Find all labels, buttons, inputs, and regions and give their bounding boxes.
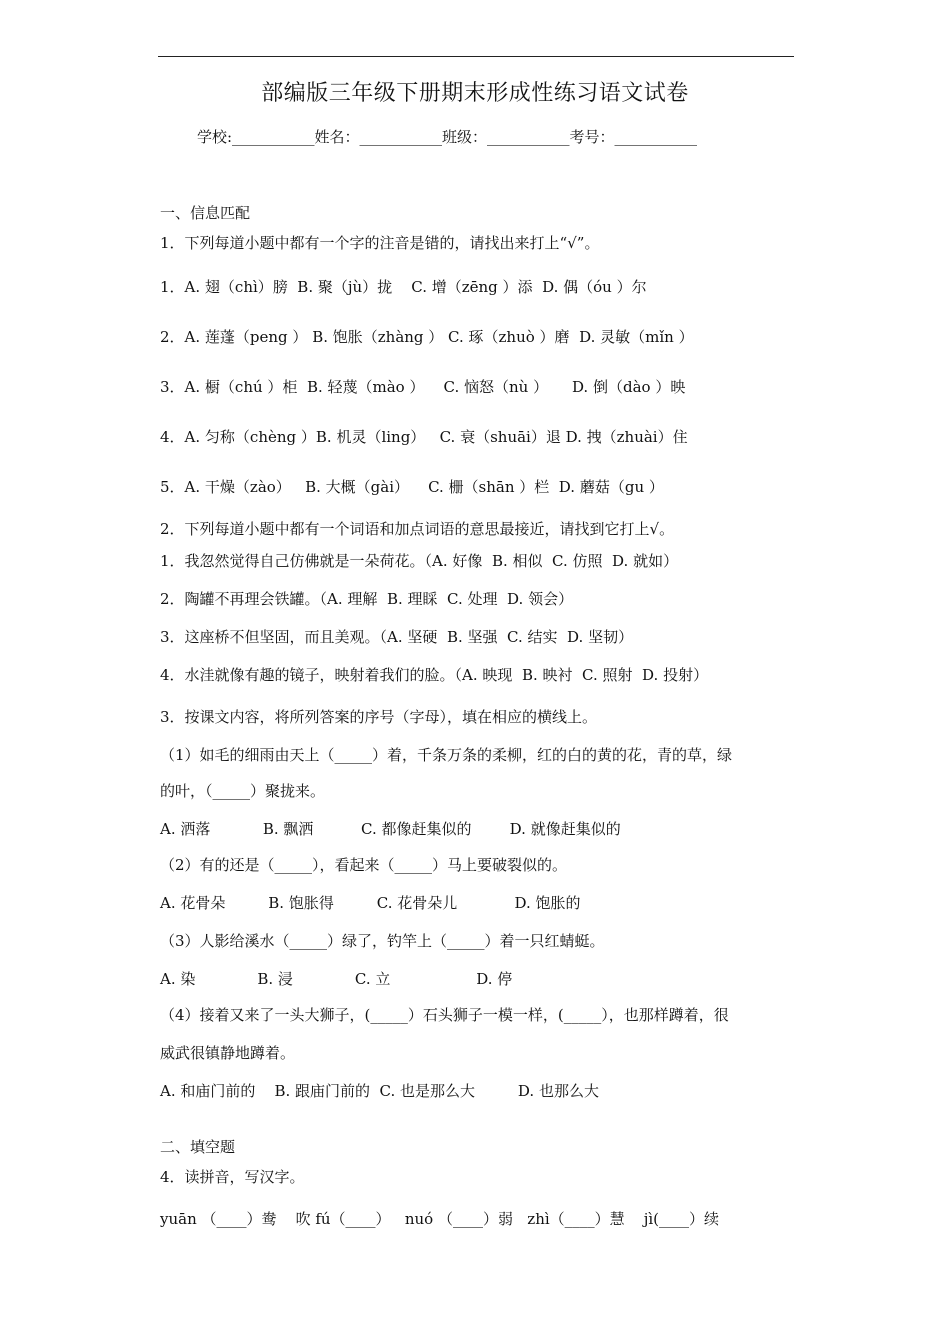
exam-line: （2）有的还是（_____），看起来（_____）马上要破裂似的。	[160, 856, 568, 874]
exam-line: A. 洒落 B. 飘洒 C. 都像赶集似的 D. 就像赶集似的	[160, 820, 621, 838]
exam-line: （1）如毛的细雨由天上（_____）着，千条万条的柔柳，红的白的黄的花，青的草，绿	[160, 746, 733, 764]
exam-line: 5．A. 干燥（zào） B. 大概（gài） C. 栅（shān ）栏 D. 蘑菇（gu ）	[160, 478, 664, 496]
exam-line: 2．下列每道小题中都有一个词语和加点词语的意思最接近，请找到它打上√。	[160, 520, 675, 538]
exam-line: 的叶，（_____）聚拢来。	[160, 782, 326, 800]
exam-line: 1．下列每道小题中都有一个字的注音是错的，请找出来打上“√”。	[160, 234, 600, 252]
exam-line: 2．陶罐不再理会铁罐。（A. 理解 B. 理睬 C. 处理 D. 领会）	[160, 590, 574, 608]
exam-line: 3．这座桥不但坚固，而且美观。（A. 坚硬 B. 坚强 C. 结实 D. 坚韧）	[160, 628, 634, 646]
page-title: 部编版三年级下册期末形成性练习语文试卷	[261, 81, 689, 106]
exam-line: 1．我忽然觉得自己仿佛就是一朵荷花。（A. 好像 B. 相似 C. 仿照 D. 就如）	[160, 552, 679, 570]
exam-line: 二、填空题	[160, 1138, 236, 1156]
exam-line: A. 染 B. 浸 C. 立 D. 停	[160, 970, 513, 988]
student-info-line: 学校:___________姓名：___________班级：___________考号：___________	[197, 128, 698, 146]
exam-line: 4．A. 匀称（chèng ）B. 机灵（ling） C. 衰（shuāi）退 D. 拽（zhuài）住	[160, 428, 688, 446]
exam-line: yuān （____）鸯 吹 fú（____） nuó （____）弱 zhì（____）慧 jì(____）续	[160, 1210, 720, 1228]
exam-line: 2．A. 莲蓬（peng ） B. 饱胀（zhàng ） C. 琢（zhuò ）磨 D. 灵敏（mǐn ）	[160, 328, 694, 346]
exam-line: （4）接着又来了一头大狮子，(_____）石头狮子一模一样，(_____），也那样蹲着，很	[160, 1006, 729, 1024]
exam-line: A. 花骨朵 B. 饱胀得 C. 花骨朵儿 D. 饱胀的	[160, 894, 581, 912]
exam-line: 1．A. 翅（chì）膀 B. 聚（jù）拢 C. 增（zēng ）添 D. 偶（óu ）尔	[160, 278, 647, 296]
exam-line: （3）人影给溪水（_____）绿了，钓竿上（_____）着一只红蜻蜓。	[160, 932, 605, 950]
exam-line: A. 和庙门前的 B. 跟庙门前的 C. 也是那么大 D. 也那么大	[160, 1082, 599, 1100]
exam-line: 4．读拼音，写汉字。	[160, 1168, 305, 1186]
exam-line: 3．A. 橱（chú ）柜 B. 轻蔑（mào ） C. 恼怒（nù ） D. 倒（dào ）映	[160, 378, 686, 396]
exam-line: 一、信息匹配	[160, 204, 251, 222]
exam-line: 3．按课文内容，将所列答案的序号（字母），填在相应的横线上。	[160, 708, 598, 726]
header-rule	[158, 56, 794, 57]
exam-line: 4．水洼就像有趣的镜子，映射着我们的脸。（A. 映现 B. 映衬 C. 照射 D. 投射）	[160, 666, 709, 684]
exam-line: 威武很镇静地蹲着。	[160, 1044, 296, 1062]
